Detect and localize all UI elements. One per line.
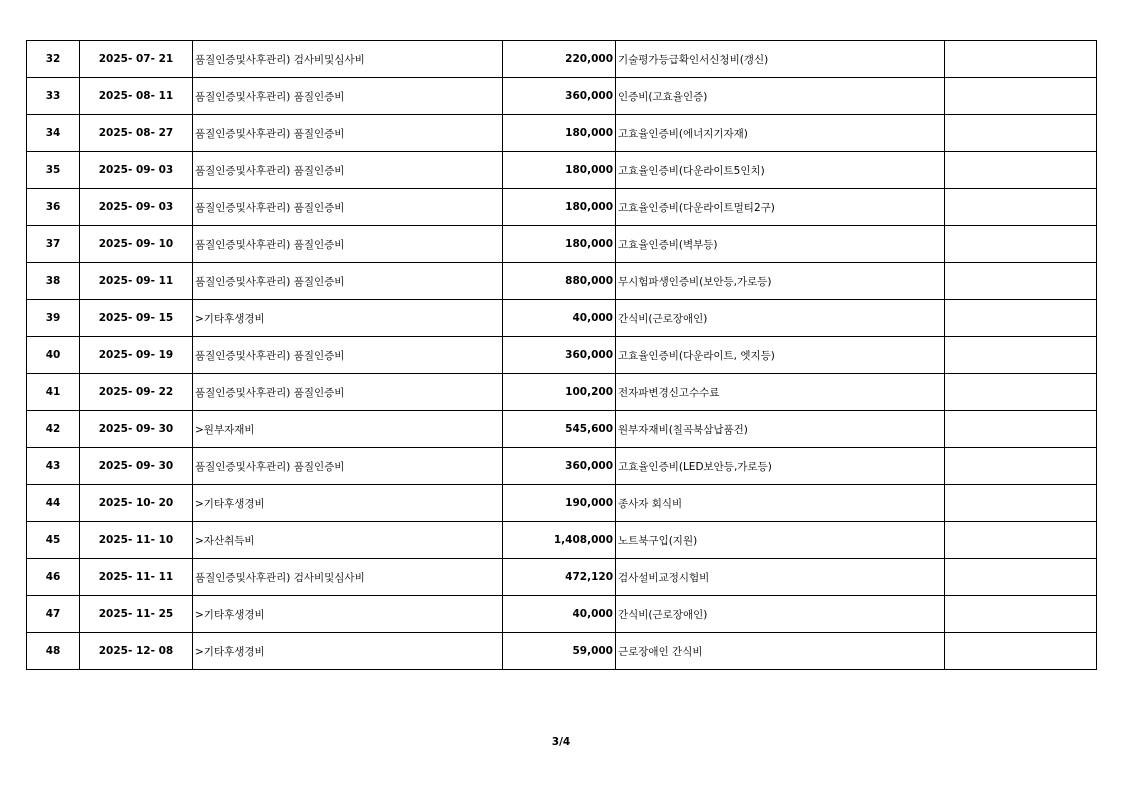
page-number: 3/4 xyxy=(551,736,571,748)
description-cell: 무시험파생인증비(보안등,가로등) xyxy=(616,263,945,300)
row-number-cell: 38 xyxy=(27,263,80,300)
note-cell xyxy=(945,78,1097,115)
note-cell xyxy=(945,300,1097,337)
date-cell: 2025- 11- 11 xyxy=(80,559,193,596)
date-cell: 2025- 09- 03 xyxy=(80,189,193,226)
description-cell: 간식비(근로장애인) xyxy=(616,596,945,633)
row-number-cell: 46 xyxy=(27,559,80,596)
table-row xyxy=(27,300,1097,337)
row-number-cell: 35 xyxy=(27,152,80,189)
row-number-cell: 44 xyxy=(27,485,80,522)
date-cell: 2025- 09- 10 xyxy=(80,226,193,263)
date-cell: 2025- 08- 11 xyxy=(80,78,193,115)
note-cell xyxy=(945,337,1097,374)
row-number-cell: 36 xyxy=(27,189,80,226)
table-row xyxy=(27,485,1097,522)
note-cell xyxy=(945,41,1097,78)
account-cell: 품질인증및사후관리) 품질인증비 xyxy=(193,78,503,115)
description-cell: 근로장애인 간식비 xyxy=(616,633,945,670)
description-cell: 고효율인증비(다운라이트멀티2구) xyxy=(616,189,945,226)
amount-cell: 472,120 xyxy=(503,559,616,596)
row-number-cell: 42 xyxy=(27,411,80,448)
description-cell: 인증비(고효율인증) xyxy=(616,78,945,115)
amount-cell: 40,000 xyxy=(503,300,616,337)
date-cell: 2025- 09- 11 xyxy=(80,263,193,300)
amount-cell: 1,408,000 xyxy=(503,522,616,559)
account-cell: >기타후생경비 xyxy=(193,485,503,522)
amount-cell: 360,000 xyxy=(503,448,616,485)
row-number-cell: 41 xyxy=(27,374,80,411)
account-cell: 품질인증및사후관리) 품질인증비 xyxy=(193,189,503,226)
note-cell xyxy=(945,448,1097,485)
date-cell: 2025- 09- 15 xyxy=(80,300,193,337)
ledger-body xyxy=(27,41,1097,670)
table-row xyxy=(27,41,1097,78)
table-row xyxy=(27,448,1097,485)
row-number-cell: 40 xyxy=(27,337,80,374)
note-cell xyxy=(945,263,1097,300)
description-cell: 고효율인증비(벽부등) xyxy=(616,226,945,263)
amount-cell: 180,000 xyxy=(503,152,616,189)
description-cell: 고효율인증비(다운라이트5인치) xyxy=(616,152,945,189)
description-cell: 검사설비교정시험비 xyxy=(616,559,945,596)
table-row xyxy=(27,78,1097,115)
account-cell: 품질인증및사후관리) 품질인증비 xyxy=(193,263,503,300)
account-cell: 품질인증및사후관리) 검사비및심사비 xyxy=(193,41,503,78)
table-row xyxy=(27,337,1097,374)
date-cell: 2025- 07- 21 xyxy=(80,41,193,78)
account-cell: 품질인증및사후관리) 품질인증비 xyxy=(193,337,503,374)
amount-cell: 360,000 xyxy=(503,337,616,374)
amount-cell: 880,000 xyxy=(503,263,616,300)
account-cell: >기타후생경비 xyxy=(193,596,503,633)
description-cell: 고효율인증비(LED보안등,가로등) xyxy=(616,448,945,485)
date-cell: 2025- 09- 30 xyxy=(80,448,193,485)
table-row xyxy=(27,189,1097,226)
description-cell: 전자파변경신고수수료 xyxy=(616,374,945,411)
description-cell: 원부자재비(칠곡북삼납품건) xyxy=(616,411,945,448)
description-cell: 고효율인증비(다운라이트, 엣지등) xyxy=(616,337,945,374)
account-cell: >원부자재비 xyxy=(193,411,503,448)
amount-cell: 59,000 xyxy=(503,633,616,670)
table-row xyxy=(27,522,1097,559)
table-row xyxy=(27,374,1097,411)
amount-cell: 180,000 xyxy=(503,226,616,263)
table-row xyxy=(27,263,1097,300)
account-cell: >자산취득비 xyxy=(193,522,503,559)
table-row xyxy=(27,115,1097,152)
date-cell: 2025- 10- 20 xyxy=(80,485,193,522)
note-cell xyxy=(945,633,1097,670)
row-number-cell: 39 xyxy=(27,300,80,337)
note-cell xyxy=(945,374,1097,411)
table-row xyxy=(27,596,1097,633)
note-cell xyxy=(945,115,1097,152)
amount-cell: 360,000 xyxy=(503,78,616,115)
date-cell: 2025- 09- 30 xyxy=(80,411,193,448)
date-cell: 2025- 09- 19 xyxy=(80,337,193,374)
account-cell: 품질인증및사후관리) 품질인증비 xyxy=(193,374,503,411)
amount-cell: 220,000 xyxy=(503,41,616,78)
account-cell: 품질인증및사후관리) 품질인증비 xyxy=(193,115,503,152)
description-cell: 기술평가등급확인서신청비(갱신) xyxy=(616,41,945,78)
note-cell xyxy=(945,411,1097,448)
description-cell: 종사자 회식비 xyxy=(616,485,945,522)
account-cell: 품질인증및사후관리) 품질인증비 xyxy=(193,226,503,263)
description-cell: 고효율인증비(에너지기자재) xyxy=(616,115,945,152)
note-cell xyxy=(945,189,1097,226)
note-cell xyxy=(945,152,1097,189)
date-cell: 2025- 09- 22 xyxy=(80,374,193,411)
date-cell: 2025- 09- 03 xyxy=(80,152,193,189)
date-cell: 2025- 08- 27 xyxy=(80,115,193,152)
amount-cell: 545,600 xyxy=(503,411,616,448)
expense-ledger-table xyxy=(26,40,1097,670)
note-cell xyxy=(945,485,1097,522)
row-number-cell: 43 xyxy=(27,448,80,485)
row-number-cell: 32 xyxy=(27,41,80,78)
amount-cell: 190,000 xyxy=(503,485,616,522)
table-row xyxy=(27,411,1097,448)
row-number-cell: 33 xyxy=(27,78,80,115)
account-cell: 품질인증및사후관리) 품질인증비 xyxy=(193,152,503,189)
amount-cell: 180,000 xyxy=(503,115,616,152)
date-cell: 2025- 12- 08 xyxy=(80,633,193,670)
row-number-cell: 34 xyxy=(27,115,80,152)
table-row xyxy=(27,559,1097,596)
date-cell: 2025- 11- 10 xyxy=(80,522,193,559)
date-cell: 2025- 11- 25 xyxy=(80,596,193,633)
account-cell: >기타후생경비 xyxy=(193,300,503,337)
table-row xyxy=(27,226,1097,263)
description-cell: 간식비(근로장애인) xyxy=(616,300,945,337)
row-number-cell: 45 xyxy=(27,522,80,559)
row-number-cell: 47 xyxy=(27,596,80,633)
account-cell: >기타후생경비 xyxy=(193,633,503,670)
amount-cell: 40,000 xyxy=(503,596,616,633)
note-cell xyxy=(945,596,1097,633)
table-row xyxy=(27,633,1097,670)
amount-cell: 180,000 xyxy=(503,189,616,226)
account-cell: 품질인증및사후관리) 검사비및심사비 xyxy=(193,559,503,596)
row-number-cell: 37 xyxy=(27,226,80,263)
note-cell xyxy=(945,226,1097,263)
note-cell xyxy=(945,522,1097,559)
row-number-cell: 48 xyxy=(27,633,80,670)
account-cell: 품질인증및사후관리) 품질인증비 xyxy=(193,448,503,485)
table-row xyxy=(27,152,1097,189)
note-cell xyxy=(945,559,1097,596)
description-cell: 노트북구입(지원) xyxy=(616,522,945,559)
amount-cell: 100,200 xyxy=(503,374,616,411)
